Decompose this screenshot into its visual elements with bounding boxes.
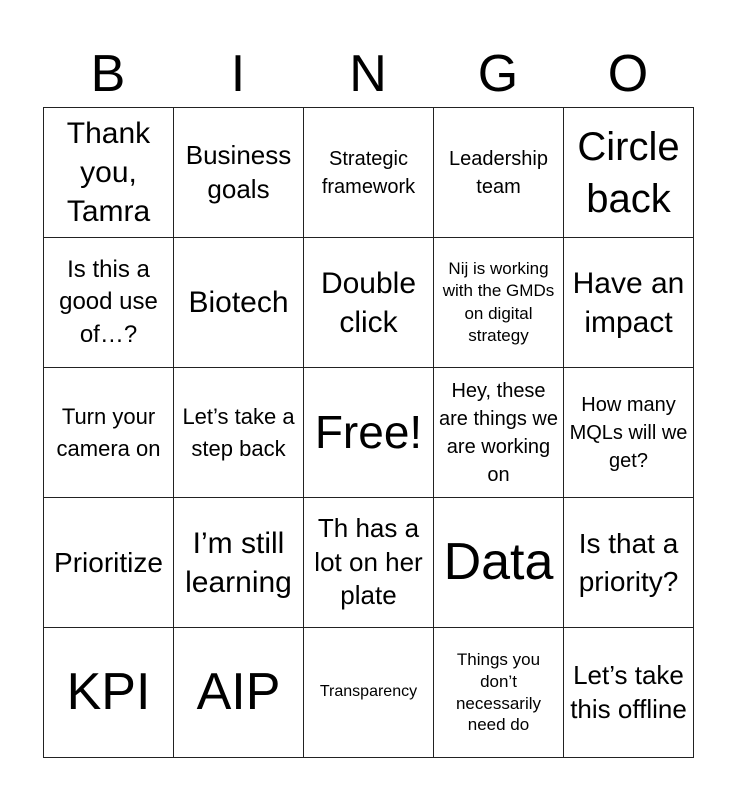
cell-text: Is this a good use of…?	[59, 255, 158, 348]
free-space-cell[interactable]	[304, 368, 434, 498]
header-letter-b: B	[90, 45, 126, 103]
bingo-cell[interactable]	[434, 628, 564, 758]
bingo-cell[interactable]	[44, 238, 174, 368]
bingo-cell[interactable]	[564, 368, 694, 498]
bingo-cell[interactable]	[44, 108, 174, 238]
bingo-cell[interactable]	[304, 108, 434, 238]
cell-text: Leadership team	[449, 147, 548, 198]
cell-text: Turn your camera on	[56, 403, 161, 461]
bingo-cell[interactable]	[564, 108, 694, 238]
bingo-cell[interactable]	[434, 238, 564, 368]
cell-text: Things you don’t necessarily need do	[455, 650, 542, 735]
header-letter-o: O	[607, 45, 649, 103]
cell-text: Let’s take this offline	[570, 659, 687, 724]
cell-text: Business goals	[185, 139, 292, 204]
cell-text: Transparency	[319, 683, 418, 701]
bingo-cell[interactable]	[304, 498, 434, 628]
header-letter-n: N	[349, 45, 387, 103]
bingo-cell[interactable]	[174, 498, 304, 628]
bingo-cell[interactable]	[44, 498, 174, 628]
cell-text: KPI	[66, 662, 151, 721]
bingo-cell[interactable]	[174, 368, 304, 498]
cell-text: Biotech	[188, 286, 289, 319]
bingo-cell[interactable]	[434, 498, 564, 628]
cell-text: Th has a lot on her plate	[314, 512, 423, 611]
cell-text: Strategic framework	[321, 147, 416, 198]
cell-text: Hey, these are things we are working on	[439, 379, 558, 486]
cell-text: Have an impact	[572, 266, 685, 339]
cell-text: I’m still learning	[185, 526, 292, 599]
bingo-cell[interactable]	[44, 368, 174, 498]
bingo-cell[interactable]	[434, 368, 564, 498]
bingo-cell[interactable]	[174, 108, 304, 238]
bingo-cell[interactable]	[304, 628, 434, 758]
cell-text: Nij is working with the GMDs on digital strategy	[442, 259, 555, 345]
cell-text: AIP	[196, 662, 281, 721]
bingo-cell[interactable]	[564, 628, 694, 758]
free-space-text: Free!	[314, 406, 423, 459]
cell-text: Let’s take a step back	[182, 403, 295, 461]
header-letter-g: G	[477, 45, 519, 103]
bingo-cell[interactable]	[564, 498, 694, 628]
bingo-cell[interactable]	[44, 628, 174, 758]
bingo-header	[43, 40, 693, 108]
header-letter-i: I	[230, 45, 246, 103]
bingo-cell[interactable]	[434, 108, 564, 238]
cell-text: How many MQLs will we get?	[569, 393, 688, 472]
bingo-cell[interactable]	[564, 238, 694, 368]
cell-text: Circle back	[577, 124, 680, 221]
cell-text: Double click	[320, 266, 417, 339]
cell-text: Is that a priority?	[578, 527, 679, 597]
cell-text: Prioritize	[54, 546, 163, 578]
cell-text: Data	[443, 532, 554, 591]
cell-text: Thank you, Tamra	[66, 117, 151, 228]
bingo-board	[43, 107, 694, 758]
bingo-cell[interactable]	[174, 238, 304, 368]
bingo-cell[interactable]	[304, 238, 434, 368]
bingo-cell[interactable]	[174, 628, 304, 758]
